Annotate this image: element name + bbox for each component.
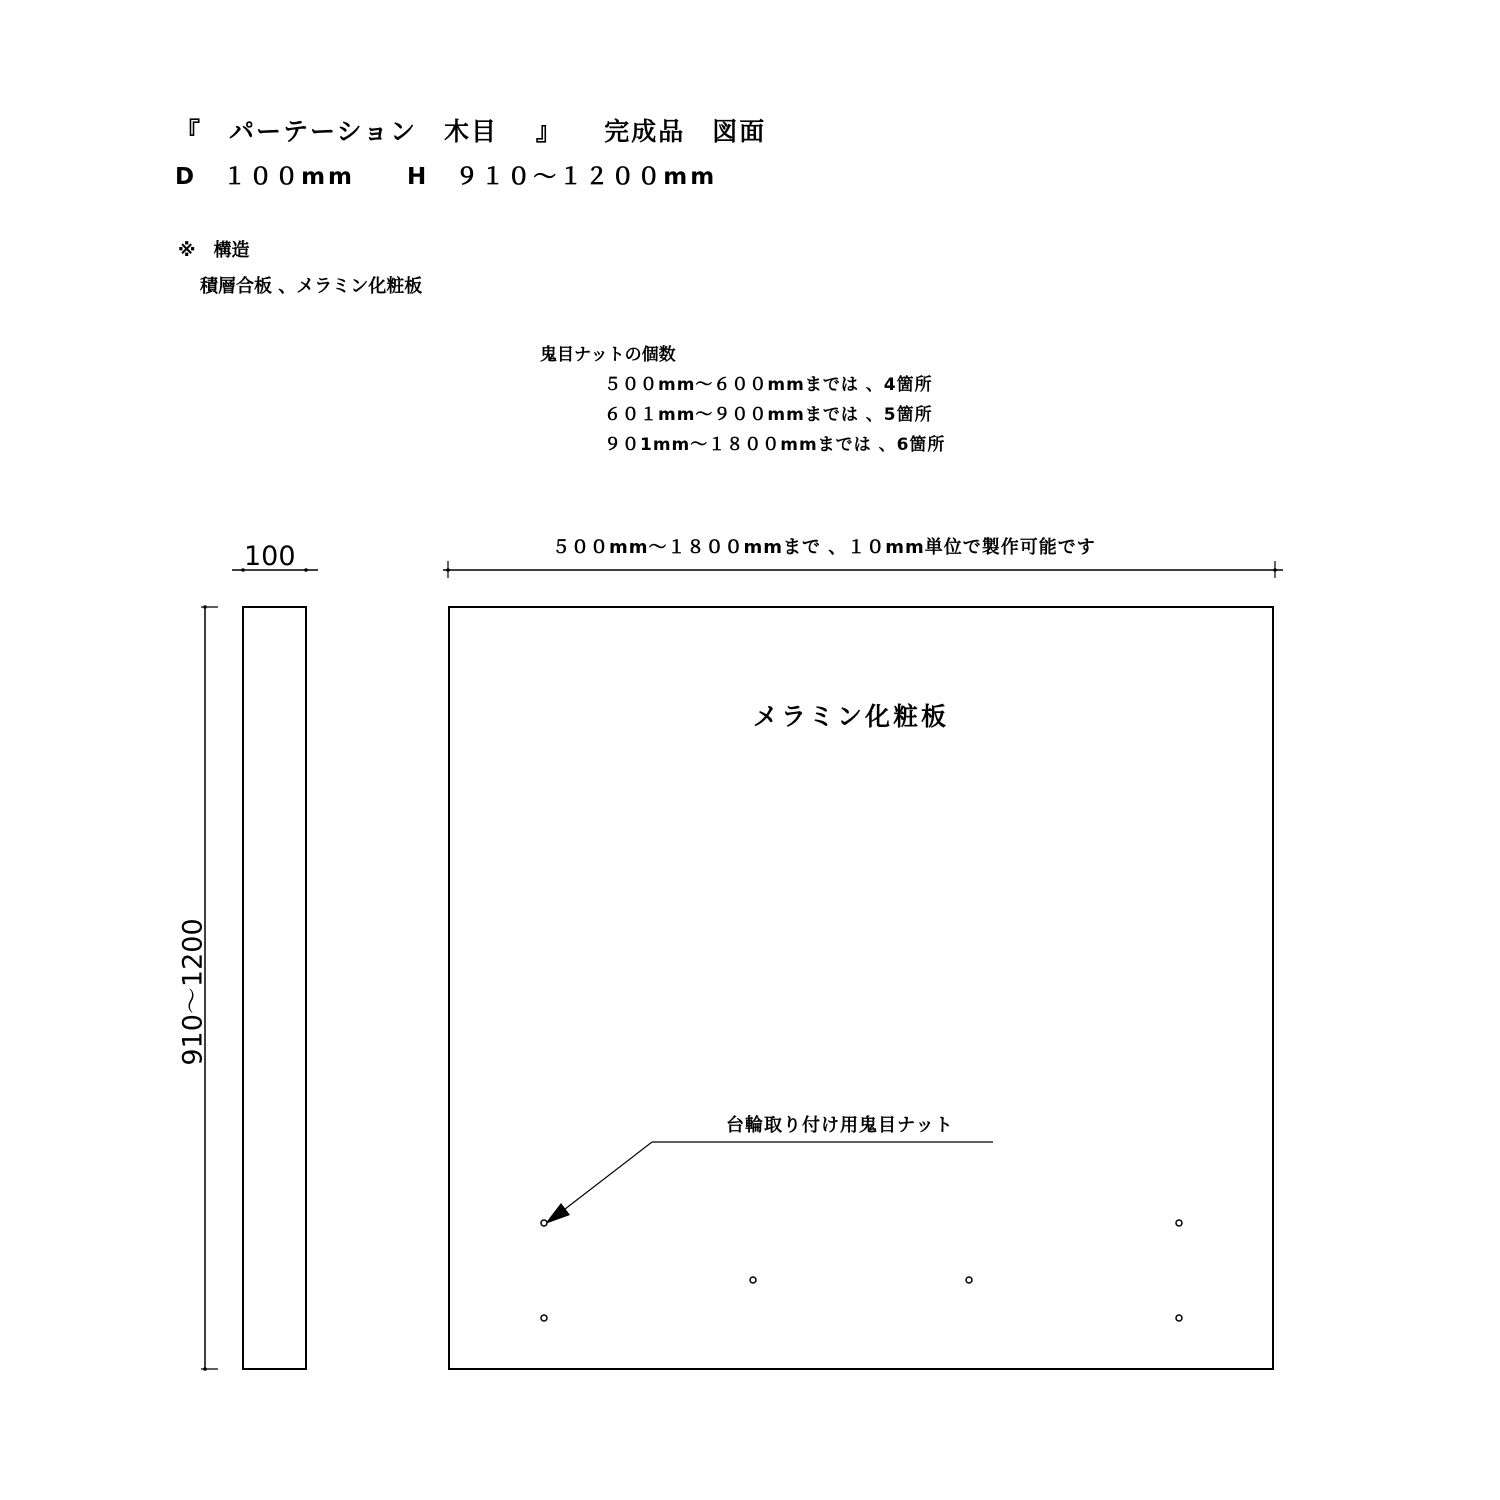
nut-marker xyxy=(1176,1220,1182,1226)
nut-marker xyxy=(750,1277,756,1283)
side-view-panel xyxy=(243,607,306,1369)
nut-callout-label: 台輪取り付け用鬼目ナット xyxy=(726,1115,954,1136)
nut-callout-leader xyxy=(556,1142,652,1216)
structure-description: 積層合板 、メラミン化粧板 xyxy=(200,276,423,297)
nut-marker xyxy=(966,1277,972,1283)
overall-dimensions: D １００mm H ９１０～１２００mm xyxy=(175,164,718,190)
structure-heading: ※ 構造 xyxy=(178,240,250,261)
nut-count-heading: 鬼目ナットの個数 xyxy=(540,345,676,365)
depth-dimension-label: 100 xyxy=(244,541,296,572)
width-dimension-label: ５００mm～１８００mmまで 、１０mm単位で製作可能です xyxy=(552,537,1096,558)
panel-material-label: メラミン化粧板 xyxy=(753,702,950,731)
nut-count-line: ６０１mm～９００mmまでは 、5箇所 xyxy=(604,405,933,425)
nut-marker xyxy=(541,1315,547,1321)
height-dimension-label: 910～1200 xyxy=(177,918,209,1066)
nut-count-line: ９０1mm～１８００mmまでは 、6箇所 xyxy=(604,435,946,455)
nut-marker xyxy=(1176,1315,1182,1321)
nut-marker xyxy=(541,1220,547,1226)
nut-count-line: ５００mm～６００mmまでは 、4箇所 xyxy=(604,375,933,395)
drawing-title: 『 パーテーション 木目 』 完成品 図面 xyxy=(175,117,767,146)
embedded-nuts xyxy=(541,1220,1182,1321)
nut-callout-arrowhead xyxy=(545,1203,570,1224)
